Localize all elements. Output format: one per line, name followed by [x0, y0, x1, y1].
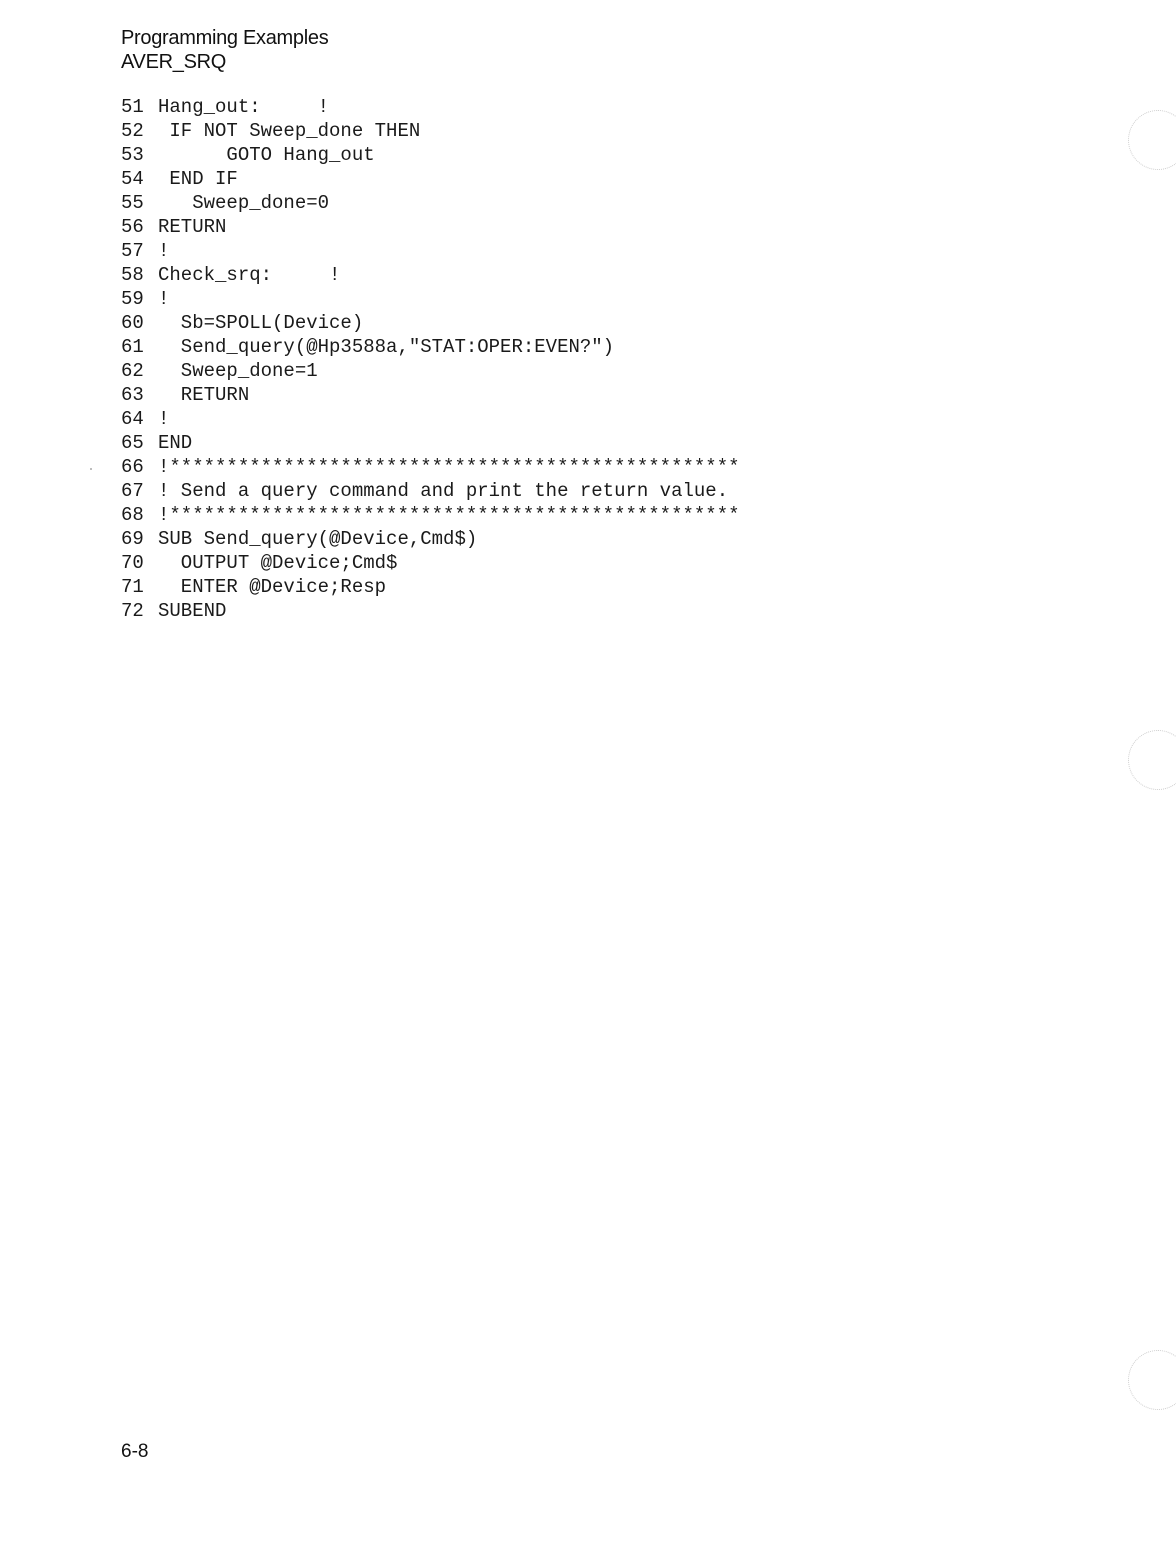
line-number: 65 — [121, 432, 144, 454]
line-number: 52 — [121, 120, 144, 142]
code-text: OUTPUT @Device;Cmd$ — [158, 552, 398, 574]
scan-mark — [90, 468, 92, 470]
line-number: 70 — [121, 552, 144, 574]
code-line — [121, 191, 740, 215]
code-line — [121, 95, 740, 119]
section-title: Programming Examples — [121, 27, 329, 49]
line-number: 53 — [121, 144, 144, 166]
code-line — [121, 143, 740, 167]
line-number: 55 — [121, 192, 144, 214]
code-text: ENTER @Device;Resp — [158, 576, 387, 598]
line-number: 58 — [121, 264, 144, 286]
line-number: 72 — [121, 600, 144, 622]
binder-hole — [1128, 730, 1176, 790]
code-line — [121, 479, 740, 503]
code-text: SUBEND — [158, 600, 227, 622]
line-number: 63 — [121, 384, 144, 406]
code-text: GOTO Hang_out — [158, 144, 375, 166]
code-text: RETURN — [158, 384, 250, 406]
code-text: RETURN — [158, 216, 227, 238]
code-text: IF NOT Sweep_done THEN — [158, 120, 421, 142]
line-number: 68 — [121, 504, 144, 526]
code-line — [121, 383, 740, 407]
binder-hole — [1128, 1350, 1176, 1410]
code-text: END — [158, 432, 193, 454]
line-number: 64 — [121, 408, 144, 430]
code-listing — [121, 95, 740, 623]
code-line — [121, 527, 740, 551]
line-number: 59 — [121, 288, 144, 310]
code-line — [121, 551, 740, 575]
code-line — [121, 431, 740, 455]
code-text: ! Send a query command and print the return value. — [158, 480, 729, 502]
line-number: 57 — [121, 240, 144, 262]
code-text: Send_query(@Hp3588a,"STAT:OPER:EVEN?") — [158, 336, 615, 358]
line-number: 60 — [121, 312, 144, 334]
code-text: END IF — [158, 168, 238, 190]
code-line — [121, 167, 740, 191]
code-text: Check_srq: ! — [158, 264, 341, 286]
code-line — [121, 575, 740, 599]
line-number: 56 — [121, 216, 144, 238]
subsection-title: AVER_SRQ — [121, 51, 227, 73]
code-text: !************************************************** — [158, 456, 740, 478]
code-line — [121, 215, 740, 239]
code-text: SUB Send_query(@Device,Cmd$) — [158, 528, 478, 550]
code-line — [121, 335, 740, 359]
binder-hole — [1128, 110, 1176, 170]
code-text: Sweep_done=0 — [158, 192, 330, 214]
line-number: 54 — [121, 168, 144, 190]
line-number: 69 — [121, 528, 144, 550]
code-line — [121, 359, 740, 383]
page-header — [121, 26, 328, 74]
code-line — [121, 239, 740, 263]
code-text: ! — [158, 408, 170, 430]
code-line — [121, 287, 740, 311]
line-number: 62 — [121, 360, 144, 382]
code-line — [121, 455, 740, 479]
code-text: Sb=SPOLL(Device) — [158, 312, 364, 334]
code-line — [121, 311, 740, 335]
code-text: !************************************************** — [158, 504, 740, 526]
code-line — [121, 119, 740, 143]
code-text: ! — [158, 288, 170, 310]
line-number: 51 — [121, 96, 144, 118]
code-text: Sweep_done=1 — [158, 360, 318, 382]
line-number: 71 — [121, 576, 144, 598]
code-text: Hang_out: ! — [158, 96, 330, 118]
code-line — [121, 407, 740, 431]
code-text: ! — [158, 240, 170, 262]
page-number: 6-8 — [121, 1441, 149, 1462]
line-number: 66 — [121, 456, 144, 478]
line-number: 67 — [121, 480, 144, 502]
code-line — [121, 263, 740, 287]
code-line — [121, 599, 740, 623]
code-line — [121, 503, 740, 527]
line-number: 61 — [121, 336, 144, 358]
